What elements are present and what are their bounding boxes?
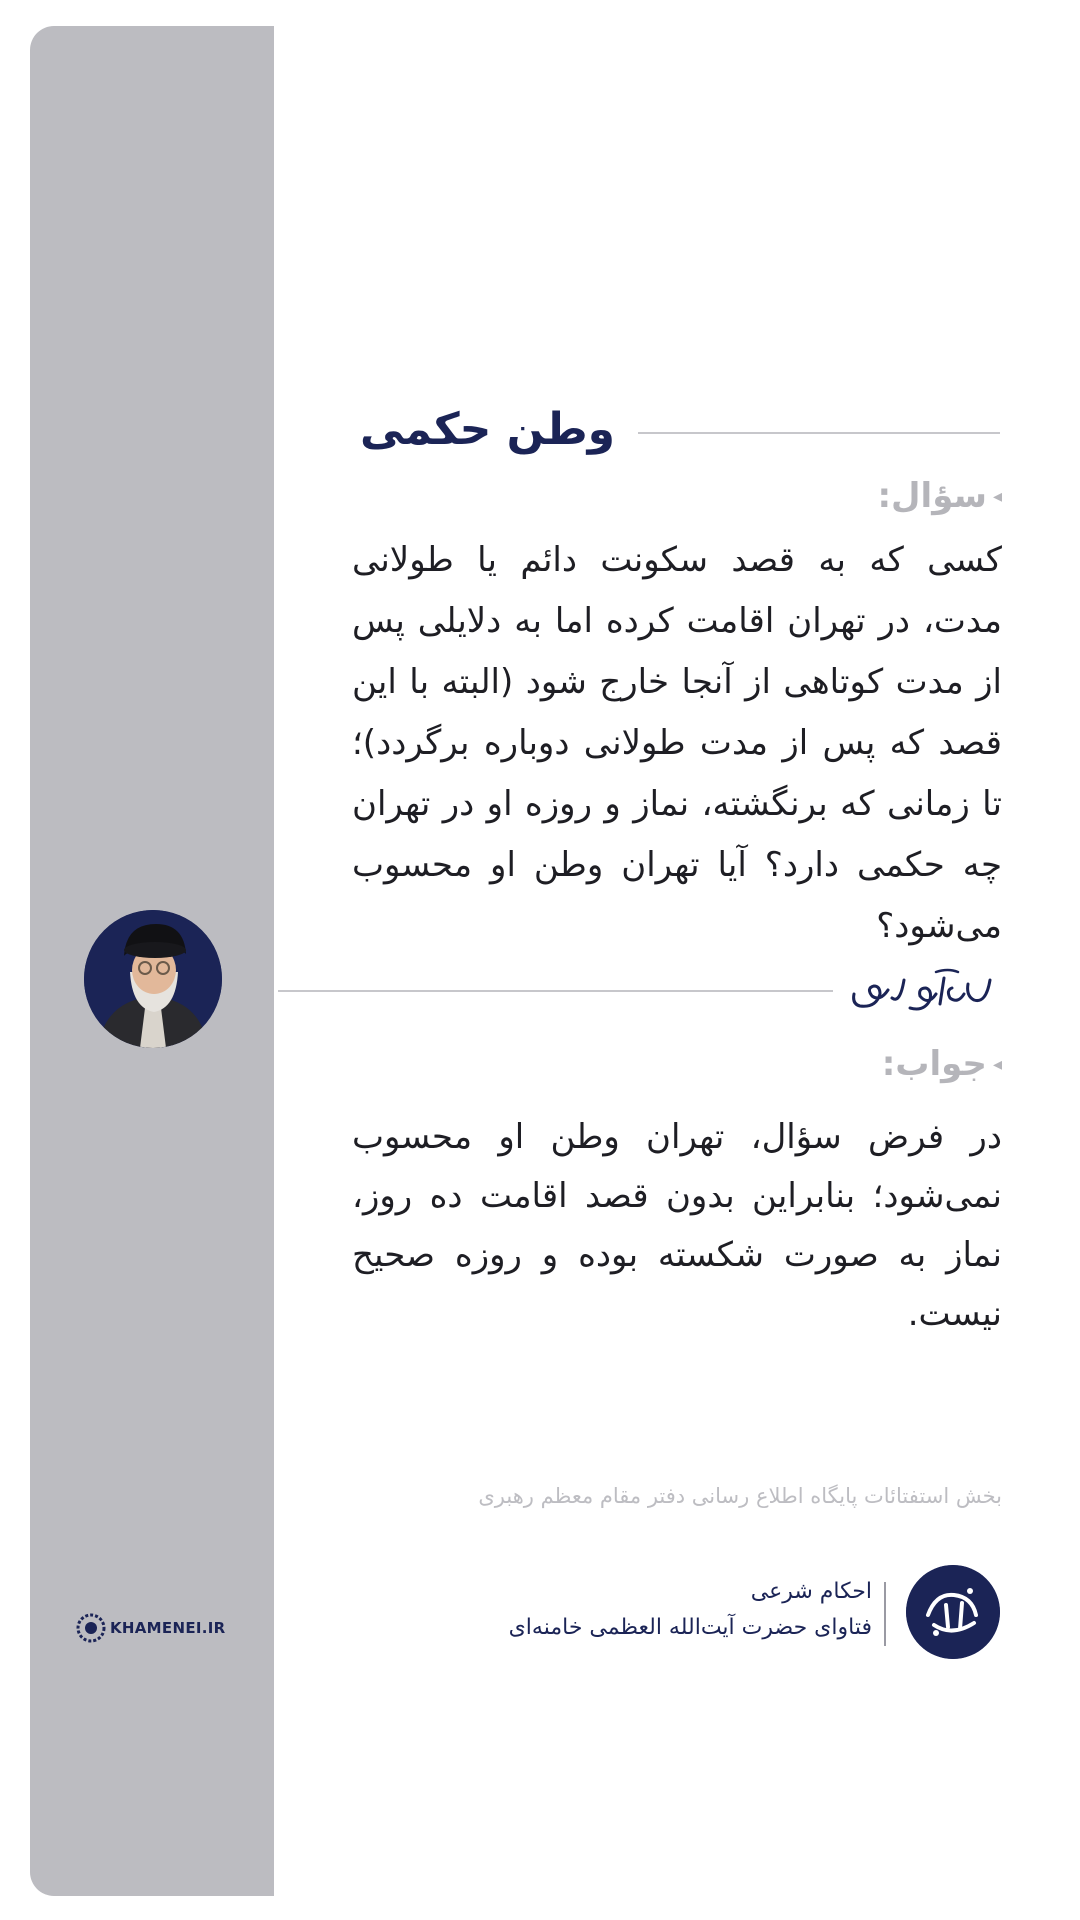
source-credit: بخش استفتائات پایگاه اطلاع رسانی دفتر مقام معظم رهبری [478,1484,1002,1508]
title-divider [638,432,1000,434]
answer-text: در فرض سؤال، تهران وطن او محسوب نمی‌شود؛ بنابراین بدون قصد اقامت ده روز، نماز به صورت شکسته بوده و روزه صحیح نیست. [352,1117,1002,1334]
page-title: وطن حکمی [360,404,616,455]
basmala-calligraphy-icon [840,960,1000,1020]
answer-label [882,1044,1002,1084]
footer-caption [509,1574,872,1646]
site-logo-text: KHAMENEI.IR [110,1619,226,1637]
title-row [360,398,1000,464]
question-label [877,476,1002,516]
footer-line-fatawa: فتاوای حضرت آیت‌الله العظمی خامنه‌ای [508,1615,872,1640]
ahkam-logo-icon [906,1565,1000,1659]
khamenei-logo-icon [76,1613,106,1643]
site-logo[interactable] [76,1610,236,1646]
question-label-text: سؤال: [877,476,987,516]
triangle-left-icon: ◂ [992,485,1002,507]
triangle-left-icon: ◂ [992,1053,1002,1075]
question-text: کسی که به قصد سکونت دائم یا طولانی مدت، در تهران اقامت کرده اما به دلایلی پس از مدت کوتاهی از آنجا خارج شود (البته با این قصد که پس از مدت طولانی دوباره برگردد)؛ تا زمانی که برنگشته، نماز و روزه او در تهران چه حکمی دارد؟ آیا تهران وطن او محسوب می‌شود؟ [352,540,1002,946]
section-divider [278,990,833,992]
leader-portrait-icon [84,910,222,1048]
answer-label-text: جواب: [881,1044,987,1084]
footer-line-ahkam: احکام شرعی [750,1579,872,1604]
footer-separator [884,1582,886,1646]
